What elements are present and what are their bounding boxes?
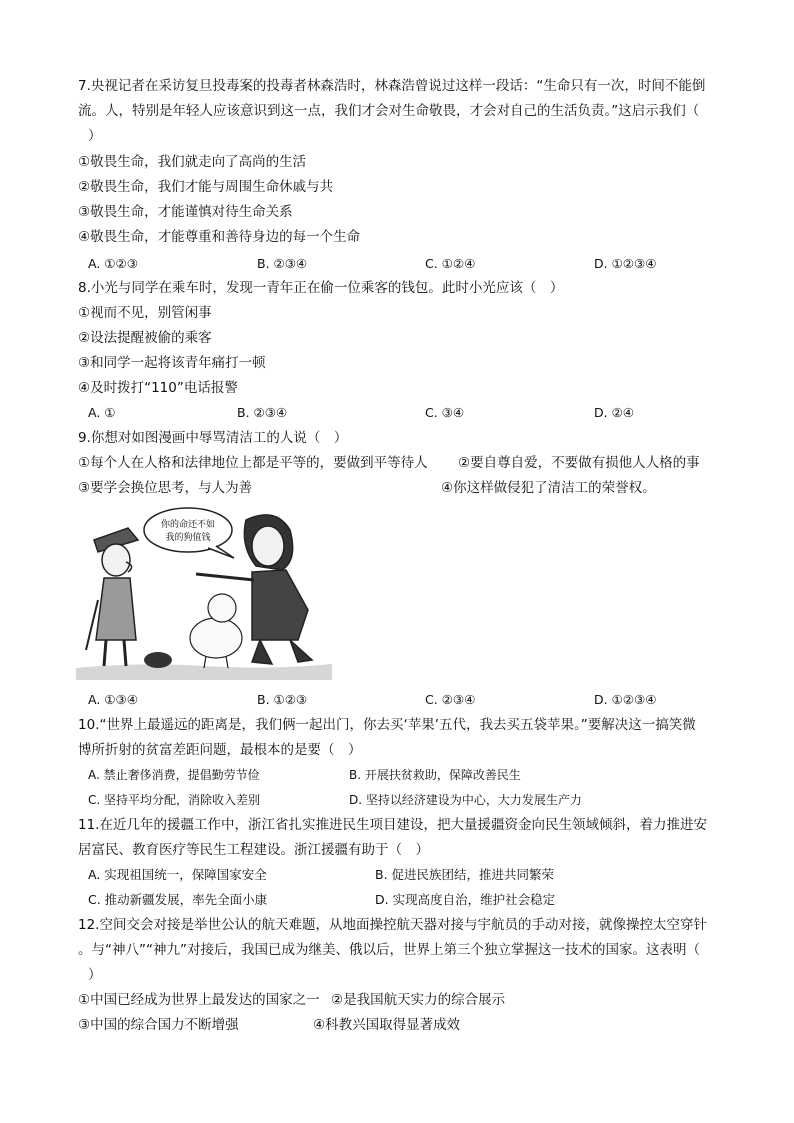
q9-stem: 9.你想对如图漫画中辱骂清洁工的人说（ ） bbox=[78, 430, 348, 446]
q10-option-a[interactable]: A. 禁止奢侈消费，提倡勤劳节俭 bbox=[88, 768, 260, 782]
q9-statement-2: ②要自尊自爱，不要做有损他人人格的事 bbox=[458, 455, 700, 471]
q9-option-d[interactable]: D. ①②③④ bbox=[594, 692, 657, 707]
q12-statement-3: ③中国的综合国力不断增强 bbox=[78, 1017, 239, 1033]
q10-option-d[interactable]: D. 坚持以经济建设为中心，大力发展生产力 bbox=[349, 793, 582, 807]
q12-statement-4: ④科教兴国取得显著成效 bbox=[313, 1017, 461, 1033]
q12-stem-line3: ） bbox=[88, 967, 102, 983]
q8-option-a[interactable]: A. ① bbox=[88, 405, 116, 420]
q8-option-c[interactable]: C. ③④ bbox=[425, 405, 465, 420]
q8-statement-2: ②设法提醒被偷的乘客 bbox=[78, 330, 212, 346]
q7-option-d[interactable]: D. ①②③④ bbox=[594, 256, 657, 271]
q9-statement-1: ①每个人在人格和法律地位上都是平等的，要做到平等待人 bbox=[78, 455, 428, 471]
q8-stem: 8.小光与同学在乘车时，发现一青年正在偷一位乘客的钱包。此时小光应该（ ） bbox=[78, 280, 564, 296]
q11-option-a[interactable]: A. 实现祖国统一，保障国家安全 bbox=[88, 867, 267, 882]
q12-statement-2: ②是我国航天实力的综合展示 bbox=[331, 992, 506, 1008]
q8-statement-3: ③和同学一起将该青年痛打一顿 bbox=[78, 355, 266, 371]
q10-stem-line2: 博所折射的贫富差距问题，最根本的是要（ ） bbox=[78, 742, 362, 758]
q12-statement-1: ①中国已经成为世界上最发达的国家之一 bbox=[78, 992, 320, 1008]
q7-option-c[interactable]: C. ①②④ bbox=[425, 256, 476, 271]
bubble-text-line2: 我的狗值钱 bbox=[165, 533, 211, 543]
q7-statement-2: ②敬畏生命，我们才能与周围生命休戚与共 bbox=[78, 179, 334, 195]
q11-stem-line1: 11.在近几年的援疆工作中，浙江省扎实推进民生项目建设，把大量援疆资金向民生领域倾斜，着力推进安 bbox=[78, 817, 707, 833]
q7-stem-line1: 7.央视记者在采访复旦投毒案的投毒者林森浩时，林森浩曾说过这样一段话：“生命只有一次，时间不能倒 bbox=[78, 78, 706, 94]
q9-statement-4: ④你这样做侵犯了清洁工的荣誉权。 bbox=[441, 480, 656, 496]
q9-statement-3: ③要学会换位思考，与人为善 bbox=[78, 480, 253, 496]
q11-option-b[interactable]: B. 促进民族团结，推进共同繁荣 bbox=[375, 867, 555, 882]
q8-option-b[interactable]: B. ②③④ bbox=[237, 405, 288, 420]
q7-statement-4: ④敬畏生命，才能尊重和善待身边的每一个生命 bbox=[78, 229, 361, 245]
q11-option-c[interactable]: C. 推动新疆发展，率先全面小康 bbox=[88, 892, 268, 907]
q11-stem-line2: 居富民、教育医疗等民生工程建设。浙江援疆有助于（ ） bbox=[78, 842, 429, 858]
bubble-text-line1: 你的命还不如 bbox=[160, 520, 216, 530]
q9-option-b[interactable]: B. ①②③ bbox=[257, 692, 308, 707]
q12-stem-line1: 12.空间交会对接是举世公认的航天难题，从地面操控航天器对接与宇航员的手动对接，就像操控太空穿针 bbox=[78, 917, 707, 933]
q9-option-c[interactable]: C. ②③④ bbox=[425, 692, 476, 707]
q8-option-d[interactable]: D. ②④ bbox=[594, 405, 634, 420]
q7-statement-1: ①敬畏生命，我们就走向了高尚的生活 bbox=[78, 154, 307, 170]
q10-stem-line1: 10.“世界上最遥远的距离是，我们俩一起出门，你去买‘苹果’五代，我去买五袋苹果。”要解决这一搞笑微 bbox=[78, 717, 696, 733]
cartoon-illustration bbox=[76, 500, 332, 680]
q7-statement-3: ③敬畏生命，才能谨慎对待生命关系 bbox=[78, 204, 293, 220]
q7-stem-line3: ） bbox=[88, 128, 102, 144]
q8-statement-1: ①视而不见，别管闲事 bbox=[78, 305, 212, 321]
q11-option-d[interactable]: D. 实现高度自治，维护社会稳定 bbox=[375, 892, 556, 907]
q7-option-b[interactable]: B. ②③④ bbox=[257, 256, 308, 271]
q10-option-b[interactable]: B. 开展扶贫救助，保障改善民生 bbox=[349, 768, 521, 782]
q10-option-c[interactable]: C. 坚持平均分配，消除收入差别 bbox=[88, 793, 261, 807]
q12-stem-line2: 。与“神八”“神九”对接后，我国已成为继美、俄以后，世界上第三个独立掌握这一技术的国家。这表明（ bbox=[78, 942, 700, 958]
q8-statement-4: ④及时拨打“110”电话报警 bbox=[78, 380, 238, 396]
q9-option-a[interactable]: A. ①③④ bbox=[88, 692, 138, 707]
q7-option-a[interactable]: A. ①②③ bbox=[88, 256, 138, 271]
q7-stem-line2: 流。人，特别是年轻人应该意识到这一点，我们才会对生命敬畏，才会对自己的生活负责。”这启示我们（ bbox=[78, 103, 700, 119]
